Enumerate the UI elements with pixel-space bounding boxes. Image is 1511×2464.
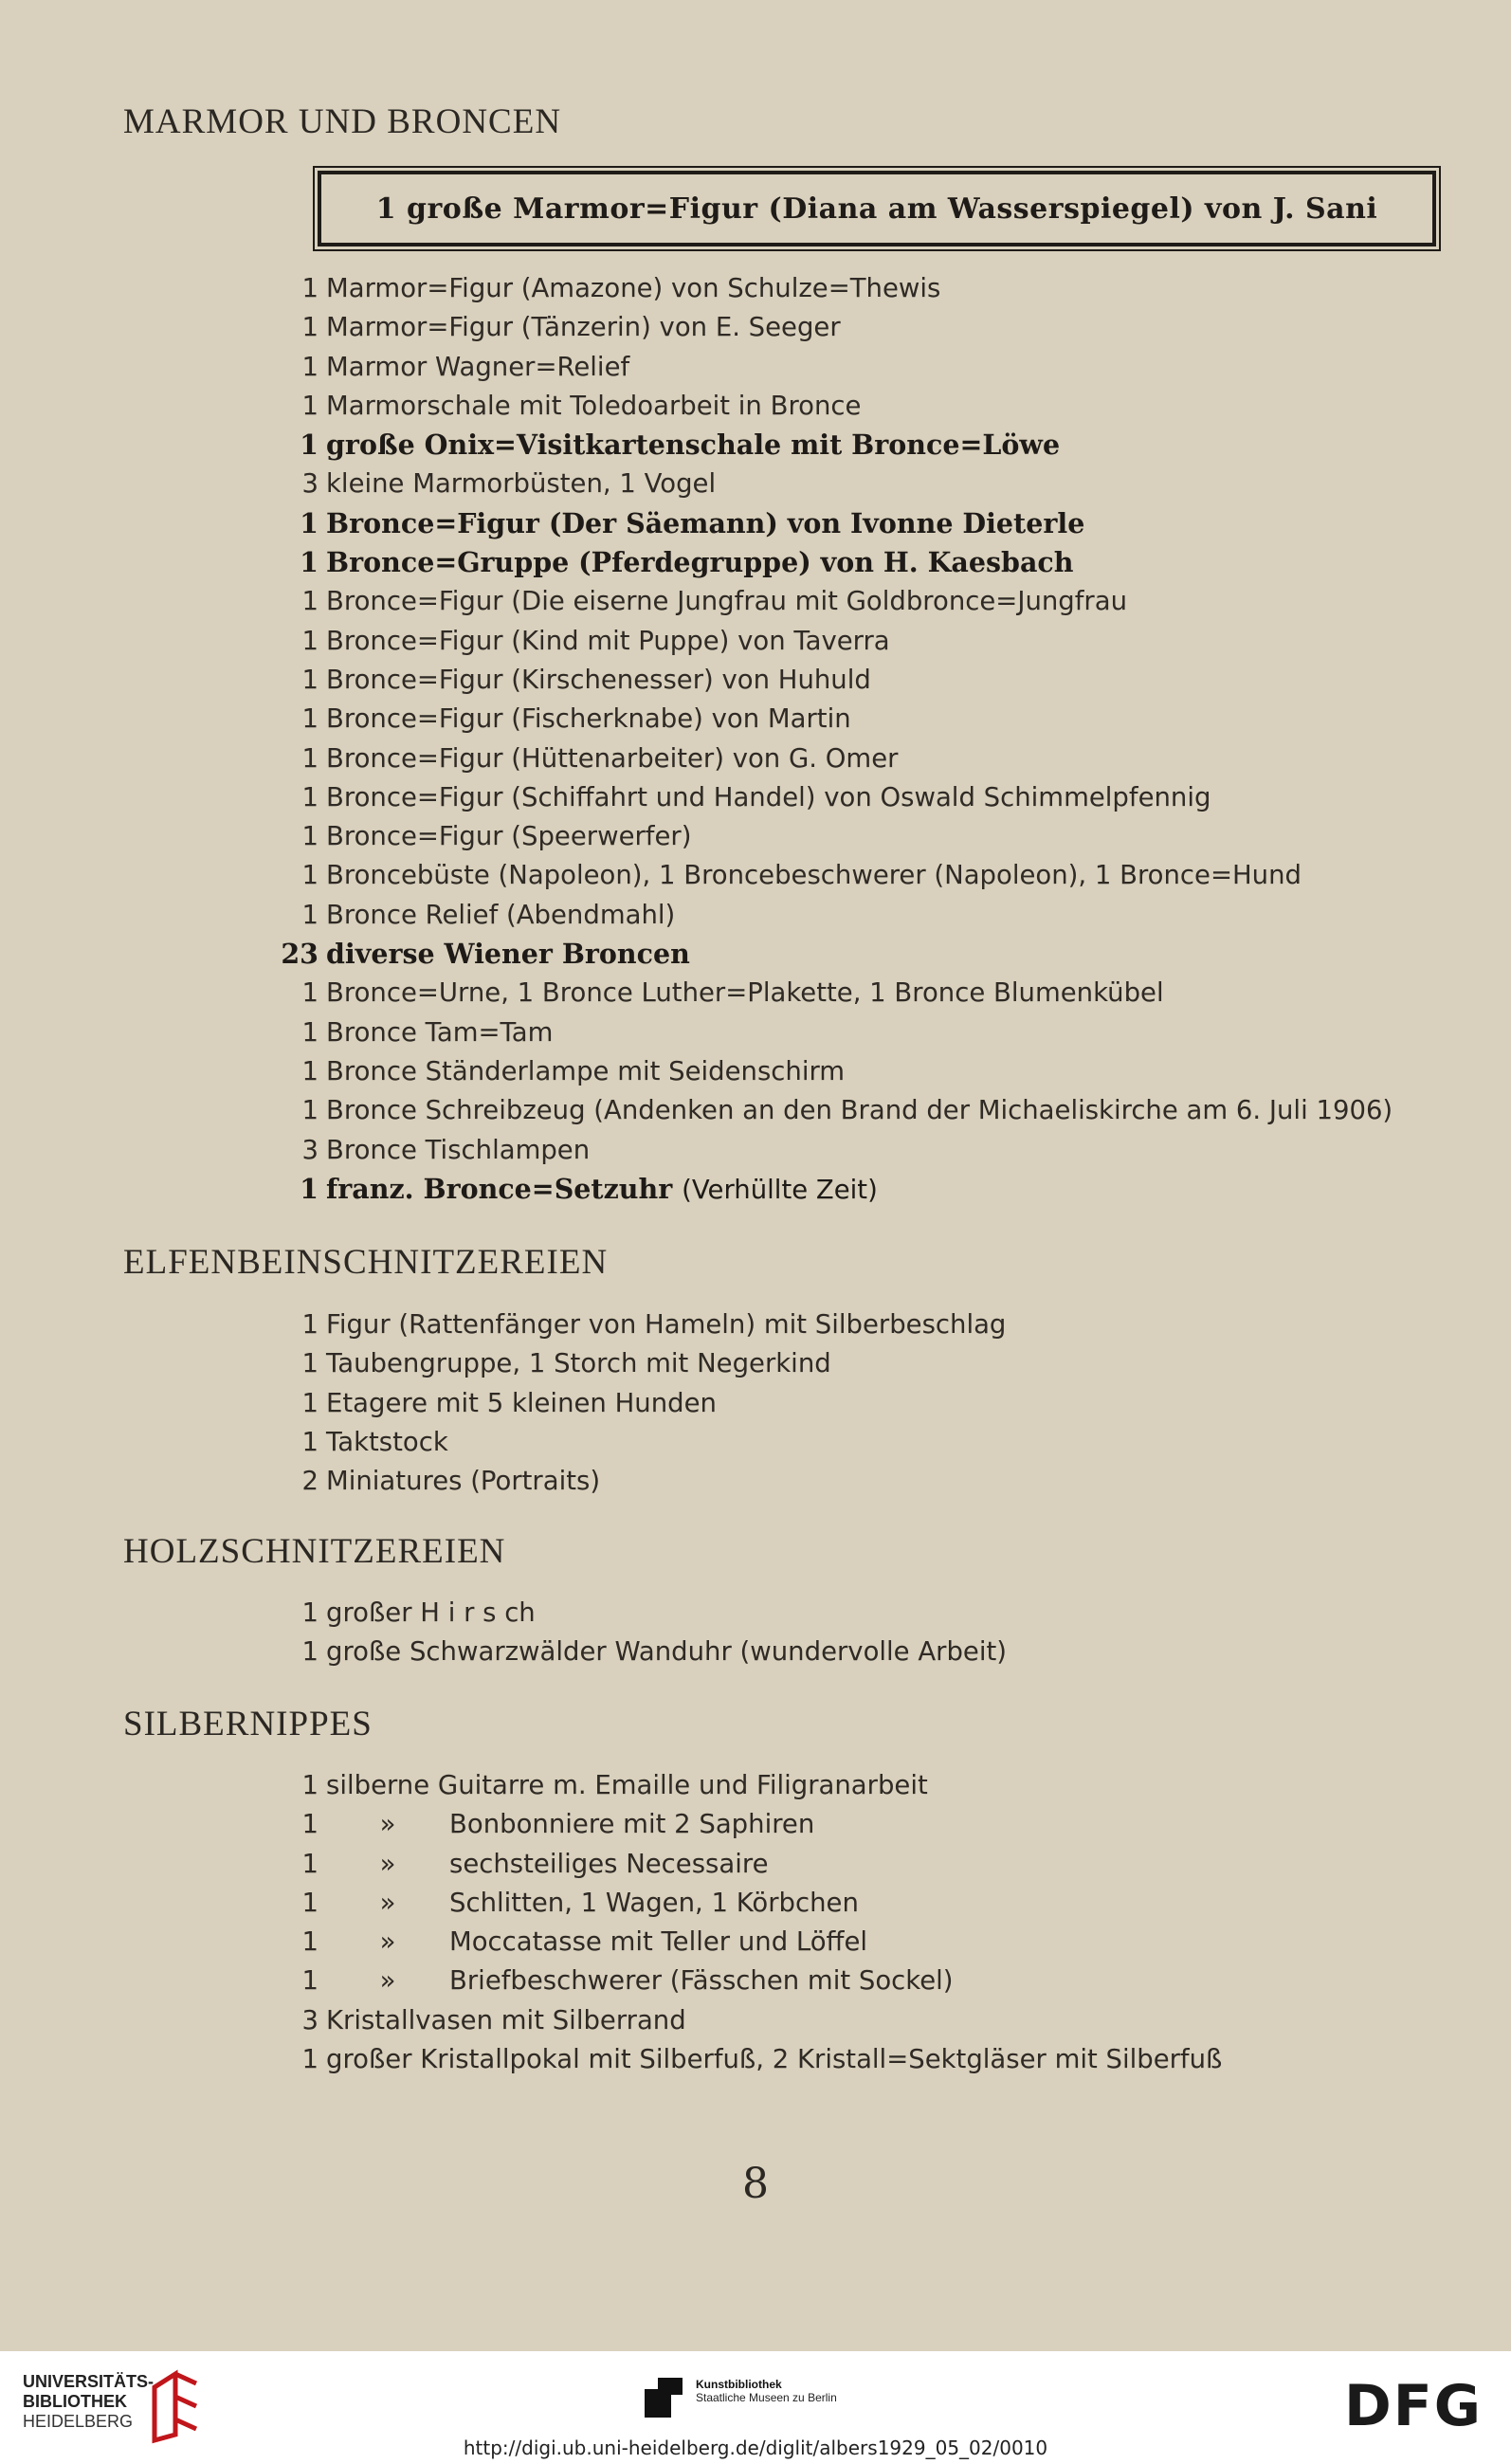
list-item-highlight: [284, 426, 1393, 465]
item-quantity: 1: [301, 899, 319, 930]
item-quantity: 1: [301, 312, 319, 343]
item-note: (Verhüllte Zeit): [682, 1174, 878, 1205]
list-item: [284, 700, 1393, 739]
ditto-mark: »: [379, 1965, 396, 1997]
item-text: Etagere mit 5 kleinen Hunden: [326, 1387, 717, 1418]
list-item-highlight: [284, 1170, 1393, 1209]
item-quantity: 3: [301, 2004, 319, 2035]
item-quantity: 1: [301, 821, 319, 852]
list-item: [284, 465, 1393, 503]
list-item: [284, 739, 1393, 778]
item-text: Taubengruppe, 1 Storch mit Negerkind: [326, 1348, 831, 1379]
list-item: [284, 1423, 1006, 1462]
item-quantity: 1: [301, 860, 319, 891]
item-quantity: 1: [301, 1016, 319, 1048]
item-quantity: 1: [301, 1426, 319, 1457]
item-quantity: 1: [301, 273, 319, 303]
list-item: [284, 1845, 1222, 1884]
item-quantity: 1: [301, 977, 319, 1009]
item-quantity: 1: [301, 1848, 319, 1879]
item-quantity: 23: [281, 938, 319, 971]
ditto-mark: »: [379, 1926, 396, 1958]
item-text: großer Kristallpokal mit Silberfuß, 2 Kristall=Sektgläser mit Silberfuß: [326, 2044, 1223, 2075]
item-text: Bronce=Figur (Schiffahrt und Handel) von Oswald Schimmelpfennig: [326, 781, 1211, 812]
list-item: [284, 1013, 1393, 1052]
item-text: Bronce Schreibzeug (Andenken an den Brand der Michaeliskirche am 6. Juli 1906): [326, 1095, 1393, 1126]
list-item: [284, 269, 1393, 308]
kb-subtitle: Staatliche Museen zu Berlin: [696, 2391, 837, 2404]
kunstbibliothek-emblem-icon: [645, 2378, 686, 2419]
item-text: Bronce=Figur (Kind mit Puppe) von Taverra: [326, 625, 890, 656]
item-text: Bronce=Figur (Der Säemann) von Ivonne Dieterle: [326, 506, 1085, 539]
item-quantity: 1: [300, 506, 319, 539]
item-text: Kristallvasen mit Silberrand: [326, 2004, 686, 2035]
item-text: sechsteiliges Necessaire: [449, 1848, 769, 1879]
item-text: Briefbeschwerer (Fässchen mit Sockel): [449, 1965, 954, 1997]
item-text: Miniatures (Portraits): [326, 1466, 601, 1497]
permalink-url[interactable]: http://digi.ub.uni-heidelberg.de/diglit/albers1929_05_02/0010: [463, 2437, 1048, 2459]
item-quantity: 1: [300, 1172, 319, 1205]
university-library-logo[interactable]: [23, 2372, 154, 2432]
list-item: [284, 1923, 1222, 1962]
list-item: [284, 1131, 1393, 1170]
list-item: [284, 1962, 1222, 2000]
item-text: Bronce=Urne, 1 Bronce Luther=Plakette, 1 Bronce Blumenkübel: [326, 977, 1164, 1009]
logo-text-line3: HEIDELBERG: [23, 2412, 134, 2431]
item-quantity: 1: [301, 390, 319, 421]
item-text: Bronce=Gruppe (Pferdegruppe) von H. Kaesbach: [326, 546, 1074, 579]
item-text: Marmorschale mit Toledoarbeit in Bronce: [326, 390, 862, 421]
list-item: [284, 622, 1393, 661]
list-item: [284, 974, 1393, 1013]
dfg-logo[interactable]: DFG: [1344, 2373, 1484, 2439]
ditto-mark: »: [379, 1848, 396, 1879]
list-item: [284, 2040, 1222, 2079]
item-quantity: 1: [301, 1926, 319, 1958]
item-text: Bronce=Figur (Hüttenarbeiter) von G. Omer: [326, 742, 899, 774]
item-text: große Schwarzwälder Wanduhr (wundervolle Arbeit): [326, 1636, 1007, 1668]
item-quantity: 1: [300, 546, 319, 579]
list-item: [284, 1633, 1007, 1671]
list-item: [284, 582, 1393, 621]
item-quantity: 1: [301, 703, 319, 735]
list-item: [284, 1462, 1006, 1501]
logo-text-line2: BIBLIOTHEK: [23, 2392, 127, 2411]
list-item: [284, 387, 1393, 426]
item-quantity: 1: [301, 1636, 319, 1668]
list-item: [284, 1384, 1006, 1423]
list-item: [284, 1052, 1393, 1091]
item-text: silberne Guitarre m. Emaille und Filigranarbeit: [326, 1770, 928, 1800]
list-item: [284, 778, 1393, 817]
section-heading-elfenbein: ELFENBEINSCHNITZEREIEN: [123, 1243, 609, 1282]
item-quantity: 1: [301, 1095, 319, 1126]
item-quantity: 3: [301, 468, 319, 500]
item-text: Bronce Relief (Abendmahl): [326, 899, 676, 930]
item-quantity: 3: [301, 1134, 319, 1165]
item-text: Bronce=Figur (Speerwerfer): [326, 821, 692, 852]
list-item-highlight: [281, 935, 1393, 974]
list-item: [284, 1766, 1222, 1805]
item-quantity: 1: [301, 781, 319, 812]
item-text: Bronce=Figur (Kirschenesser) von Huhuld: [326, 664, 871, 695]
marmor-list: [281, 269, 1393, 1209]
item-quantity: 1: [301, 625, 319, 656]
item-text: Marmor=Figur (Amazone) von Schulze=Thewis: [326, 273, 941, 303]
item-text: Marmor=Figur (Tänzerin) von E. Seeger: [326, 312, 841, 343]
list-item: [284, 348, 1393, 387]
item-quantity: 1: [301, 1770, 319, 1800]
list-item-highlight: [284, 543, 1393, 582]
kunstbibliothek-logo[interactable]: [645, 2378, 837, 2404]
list-item: [284, 1594, 1007, 1633]
list-item: [284, 661, 1393, 700]
item-text: Taktstock: [326, 1426, 448, 1457]
holz-list: [284, 1594, 1007, 1672]
list-item: [284, 1344, 1006, 1383]
item-quantity: 1: [301, 586, 319, 617]
item-text: Bronce Ständerlampe mit Seidenschirm: [326, 1055, 846, 1086]
list-item: [284, 2001, 1222, 2040]
item-quantity: 1: [301, 1887, 319, 1918]
ditto-mark: »: [379, 1887, 396, 1918]
featured-item-box: 1 große Marmor=Figur (Diana am Wasserspiegel) von J. Sani: [318, 171, 1436, 246]
item-quantity: 1: [301, 1387, 319, 1418]
item-quantity: 1: [301, 742, 319, 774]
item-text: Bronce Tam=Tam: [326, 1016, 554, 1048]
item-quantity: 2: [301, 1466, 319, 1497]
item-quantity: 1: [301, 1309, 319, 1340]
section-heading-silber: SILBERNIPPES: [123, 1705, 373, 1743]
item-quantity: 1: [301, 1809, 319, 1840]
item-text: Bronce=Figur (Die eiserne Jungfrau mit Goldbronce=Jungfrau: [326, 586, 1128, 617]
item-text: Schlitten, 1 Wagen, 1 Körbchen: [449, 1887, 859, 1918]
item-quantity: 1: [301, 1965, 319, 1997]
item-text: Broncebüste (Napoleon), 1 Broncebeschwerer (Napoleon), 1 Bronce=Hund: [326, 860, 1302, 891]
item-text: Bronce=Figur (Fischerknabe) von Martin: [326, 703, 851, 735]
kb-name: Kunstbibliothek: [696, 2378, 782, 2391]
footer-bar: [0, 2351, 1511, 2464]
item-text: diverse Wiener Broncen: [326, 938, 690, 971]
list-item-highlight: [284, 504, 1393, 543]
item-text: kleine Marmorbüsten, 1 Vogel: [326, 468, 717, 500]
section-heading-marmor: MARMOR UND BRONCEN: [123, 102, 562, 141]
logo-text-line1: UNIVERSITÄTS-: [23, 2372, 155, 2391]
item-text: franz. Bronce=Setzuhr: [326, 1172, 673, 1205]
list-item: [284, 896, 1393, 935]
list-item: [284, 817, 1393, 856]
list-item: [284, 1884, 1222, 1923]
item-text: Figur (Rattenfänger von Hameln) mit Silberbeschlag: [326, 1309, 1007, 1340]
item-quantity: 1: [300, 429, 319, 462]
item-quantity: 1: [301, 1348, 319, 1379]
item-quantity: 1: [301, 351, 319, 382]
list-item: [284, 1091, 1393, 1130]
item-text: Bronce Tischlampen: [326, 1134, 591, 1165]
item-text: großer H i r s ch: [326, 1597, 536, 1628]
item-quantity: 1: [301, 2044, 319, 2075]
list-item: [284, 308, 1393, 347]
silber-list: [284, 1766, 1222, 2079]
item-text: Moccatasse mit Teller und Löffel: [449, 1926, 868, 1958]
list-item: [284, 1805, 1222, 1844]
ditto-mark: »: [379, 1809, 396, 1840]
item-text: Bonbonniere mit 2 Saphiren: [449, 1809, 815, 1840]
item-text: Marmor Wagner=Relief: [326, 351, 630, 382]
item-quantity: 1: [301, 1055, 319, 1086]
item-text: große Onix=Visitkartenschale mit Bronce=Löwe: [326, 429, 1061, 462]
item-quantity: 1: [301, 1597, 319, 1628]
section-heading-holz: HOLZSCHNITZEREIEN: [123, 1532, 506, 1571]
list-item: [284, 856, 1393, 895]
list-item: [284, 1305, 1006, 1344]
elfenbein-list: [284, 1305, 1006, 1501]
page-number: 8: [742, 2160, 769, 2208]
item-quantity: 1: [301, 664, 319, 695]
